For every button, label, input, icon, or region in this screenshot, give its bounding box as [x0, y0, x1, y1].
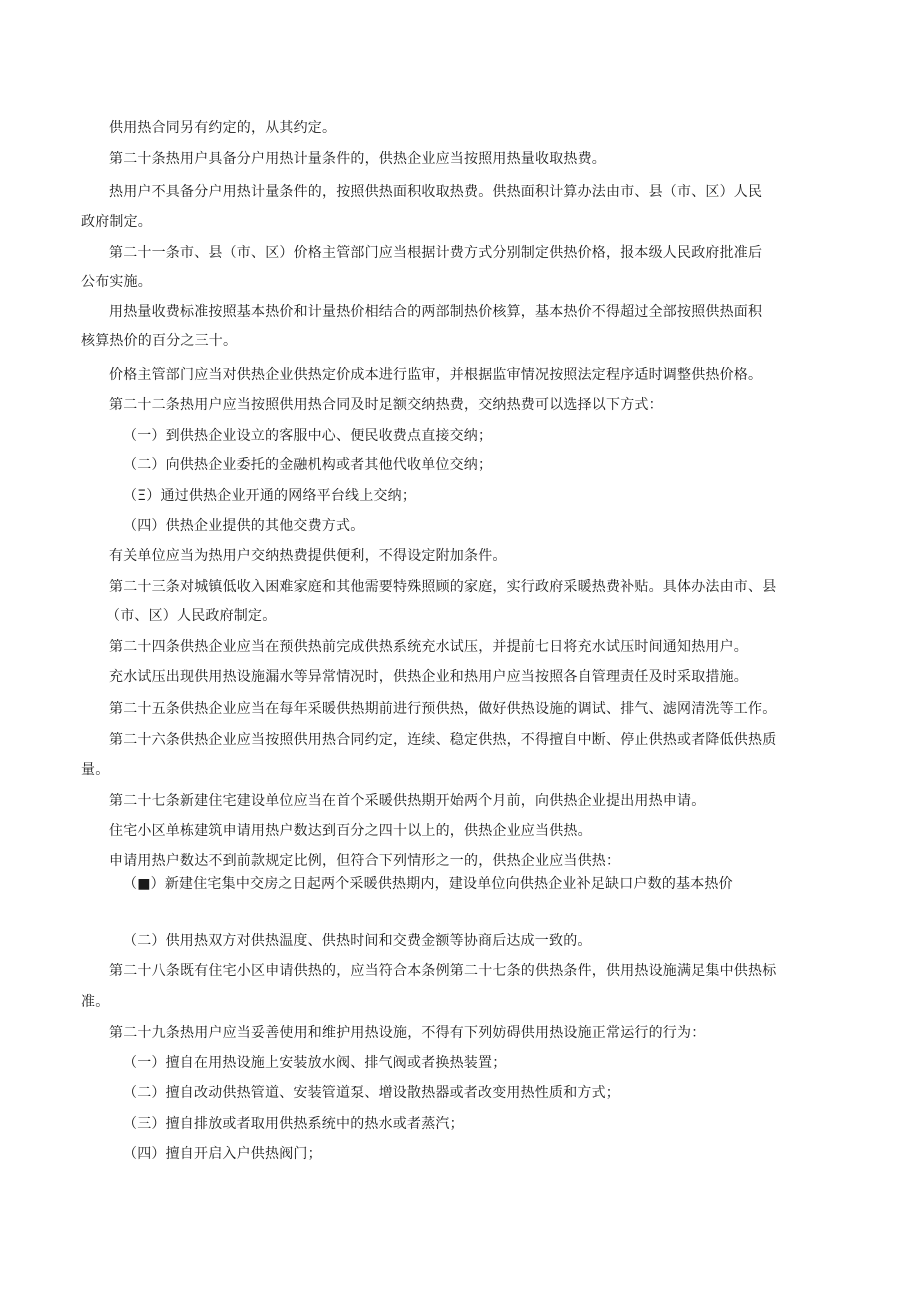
list-item: （四）供热企业提供的其他交费方式。	[123, 518, 365, 534]
text-line: 第二十三条对城镇低收入困难家庭和其他需要特殊照顾的家庭，实行政府采暖热费补贴。具体办法由市、县	[109, 579, 777, 595]
list-item: （四）擅自开启入户供热阀门；	[123, 1146, 322, 1162]
list-item: （二）擅自改动供热管道、安装管道泵、增设散热器或者改变用热性质和方式；	[123, 1085, 620, 1101]
text-line: 第二十二条热用户应当按照供用热合同及时足额交纳热费，交纳热费可以选择以下方式：	[109, 397, 663, 413]
text-line: 充水试压出现供用热设施漏水等异常情况时，供热企业和热用户应当按照各自管理责任及时采取措施。	[109, 669, 748, 685]
text-line: 申请用热户数达不到前款规定比例，但符合下列情形之一的，供热企业应当供热：	[109, 853, 621, 869]
text-line: 第二十八条既有住宅小区申请供热的，应当符合本条例第二十七条的供热条件，供用热设施满足集中供热标	[109, 963, 777, 979]
list-item: （一）到供热企业设立的客服中心、便民收费点直接交纳；	[123, 428, 493, 444]
list-item: （二）向供热企业委托的金融机构或者其他代收单位交纳；	[123, 457, 493, 473]
text-line: 住宅小区单栋建筑申请用热户数达到百分之四十以上的，供热企业应当供热。	[109, 823, 592, 839]
text-line: 用热量收费标准按照基本热价和计量热价相结合的两部制热价核算，基本热价不得超过全部按照供热面积	[109, 304, 763, 320]
text-line: 第二十条热用户具备分户用热计量条件的，供热企业应当按照用热量收取热费。	[109, 151, 606, 167]
text-line: 供用热合同另有约定的，从其约定。	[109, 120, 337, 136]
list-item: （Ξ）通过供热企业开通的网络平台线上交纳；	[123, 488, 417, 504]
text-line: 政府制定。	[81, 214, 152, 230]
text-line: 第二十四条供热企业应当在预供热前完成供热系统充水试压，并提前七日将充水试压时间通知热用户。	[109, 639, 748, 655]
text-line: 第二十六条供热企业应当按照供用热合同约定，连续、稳定供热，不得擅自中断、停止供热或者降低供热质	[109, 732, 777, 748]
text-line: 量。	[81, 762, 110, 778]
text-line: 第二十九条热用户应当妥善使用和维护用热设施，不得有下列妨碍供用热设施正常运行的行为：	[109, 1025, 706, 1041]
list-item: （三）擅自排放或者取用供热系统中的热水或者蒸汽；	[123, 1116, 464, 1132]
list-item: （■）新建住宅集中交房之日起两个采暖供热期内，建设单位向供热企业补足缺口户数的基本热价	[123, 876, 733, 892]
text-line: 公布实施。	[81, 274, 152, 290]
text-line: 热用户不具备分户用热计量条件的，按照供热面积收取热费。供热面积计算办法由市、县（市、区）人民	[109, 184, 763, 200]
text-line: 准。	[81, 994, 110, 1010]
text-line: 有关单位应当为热用户交纳热费提供便利，不得设定附加条件。	[109, 548, 507, 564]
text-line: 核算热价的百分之三十。	[81, 333, 238, 349]
text-line: 第二十七条新建住宅建设单位应当在首个采暖供热期开始两个月前，向供热企业提出用热申请。	[109, 793, 706, 809]
text-line: （市、区）人民政府制定。	[106, 608, 277, 624]
text-line: 价格主管部门应当对供热企业供热定价成本进行监审，并根据监审情况按照法定程序适时调整供热价格。	[109, 367, 763, 383]
list-item: （二）供用热双方对供热温度、供热时间和交费金额等协商后达成一致的。	[123, 933, 592, 949]
list-item: （一）擅自在用热设施上安装放水阀、排气阀或者换热装置；	[123, 1055, 507, 1071]
text-line: 第二十一条市、县（市、区）价格主管部门应当根据计费方式分别制定供热价格，报本级人民政府批准后	[109, 245, 763, 261]
text-line: 第二十五条供热企业应当在每年采暖供热期前进行预供热，做好供热设施的调试、排气、滤网清洗等工作。	[109, 701, 777, 717]
